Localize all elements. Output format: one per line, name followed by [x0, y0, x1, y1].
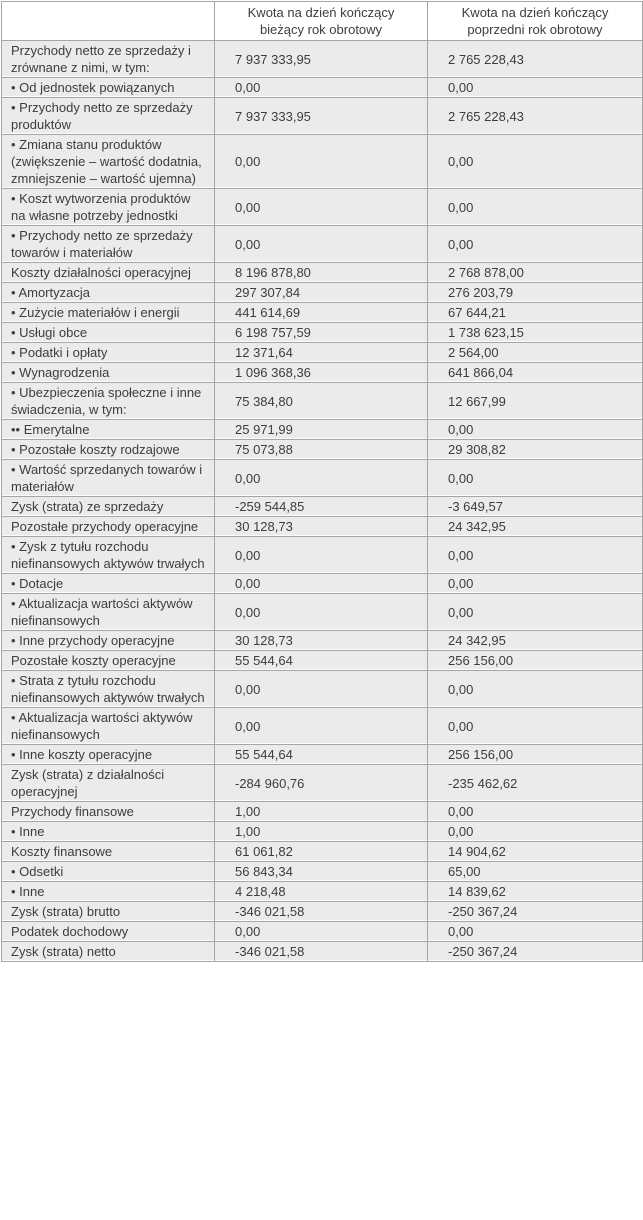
current-year-value-cell: 8 196 878,80 [215, 263, 428, 283]
previous-year-value-cell: 256 156,00 [428, 745, 643, 765]
previous-year-value-cell: 0,00 [428, 537, 643, 574]
table-row [2, 323, 643, 343]
table-row [2, 745, 643, 765]
table-row [2, 594, 643, 631]
table-row [2, 98, 643, 135]
row-label-cell: • Wynagrodzenia [2, 363, 215, 383]
previous-year-value-cell: 276 203,79 [428, 283, 643, 303]
previous-year-column-header: Kwota na dzień kończący poprzedni rok obrotowy [428, 2, 643, 41]
row-label-cell: Zysk (strata) ze sprzedaży [2, 497, 215, 517]
table-row [2, 41, 643, 78]
previous-year-value-cell: 0,00 [428, 420, 643, 440]
current-year-value-cell: 7 937 333,95 [215, 41, 428, 78]
table-row [2, 862, 643, 882]
row-label-cell: • Ubezpieczenia społeczne i inne świadczenia, w tym: [2, 383, 215, 420]
previous-year-value-cell: 0,00 [428, 226, 643, 263]
current-year-value-cell: 75 384,80 [215, 383, 428, 420]
row-label-cell: • Zmiana stanu produktów (zwiększenie – wartość dodatnia, zmniejszenie – wartość ujemna) [2, 135, 215, 189]
previous-year-value-cell: 641 866,04 [428, 363, 643, 383]
row-label-cell: •• Emerytalne [2, 420, 215, 440]
current-year-value-cell: 12 371,64 [215, 343, 428, 363]
row-label-cell: • Odsetki [2, 862, 215, 882]
row-label-cell: • Strata z tytułu rozchodu niefinansowych aktywów trwałych [2, 671, 215, 708]
previous-year-value-cell: 0,00 [428, 802, 643, 822]
row-label-cell: Przychody finansowe [2, 802, 215, 822]
previous-year-value-cell: 12 667,99 [428, 383, 643, 420]
current-year-value-cell: 7 937 333,95 [215, 98, 428, 135]
current-year-column-header: Kwota na dzień kończący bieżący rok obrotowy [215, 2, 428, 41]
table-row [2, 922, 643, 942]
table-row [2, 460, 643, 497]
row-label-cell: • Przychody netto ze sprzedaży produktów [2, 98, 215, 135]
row-label-cell: Zysk (strata) brutto [2, 902, 215, 922]
previous-year-value-cell: 0,00 [428, 671, 643, 708]
previous-year-value-cell: 0,00 [428, 922, 643, 942]
row-label-cell: Podatek dochodowy [2, 922, 215, 942]
row-label-cell: • Zysk z tytułu rozchodu niefinansowych aktywów trwałych [2, 537, 215, 574]
row-label-cell: • Dotacje [2, 574, 215, 594]
current-year-value-cell: 0,00 [215, 135, 428, 189]
current-year-value-cell: 1 096 368,36 [215, 363, 428, 383]
previous-year-value-cell: 0,00 [428, 460, 643, 497]
table-row [2, 78, 643, 98]
row-label-cell: Pozostałe przychody operacyjne [2, 517, 215, 537]
table-row [2, 574, 643, 594]
current-year-value-cell: -346 021,58 [215, 902, 428, 922]
previous-year-value-cell: 29 308,82 [428, 440, 643, 460]
previous-year-value-cell: -250 367,24 [428, 902, 643, 922]
previous-year-value-cell: 2 564,00 [428, 343, 643, 363]
previous-year-value-cell: 256 156,00 [428, 651, 643, 671]
row-label-cell: Zysk (strata) z działalności operacyjnej [2, 765, 215, 802]
previous-year-value-cell: -235 462,62 [428, 765, 643, 802]
header-row [2, 2, 643, 41]
current-year-value-cell: 75 073,88 [215, 440, 428, 460]
current-year-value-cell: -284 960,76 [215, 765, 428, 802]
previous-year-value-cell: 2 768 878,00 [428, 263, 643, 283]
table-row [2, 363, 643, 383]
current-year-value-cell: 4 218,48 [215, 882, 428, 902]
row-label-cell: • Inne [2, 882, 215, 902]
table-row [2, 497, 643, 517]
row-label-cell: • Inne przychody operacyjne [2, 631, 215, 651]
previous-year-value-cell: 0,00 [428, 189, 643, 226]
table-row [2, 942, 643, 962]
row-label-column-header [2, 2, 215, 41]
row-label-cell: Koszty działalności operacyjnej [2, 263, 215, 283]
table-row [2, 189, 643, 226]
current-year-value-cell: 0,00 [215, 708, 428, 745]
previous-year-value-cell: 2 765 228,43 [428, 41, 643, 78]
row-label-cell: • Usługi obce [2, 323, 215, 343]
table-row [2, 631, 643, 651]
table-row [2, 765, 643, 802]
row-label-cell: • Inne [2, 822, 215, 842]
current-year-value-cell: 0,00 [215, 537, 428, 574]
table-row [2, 802, 643, 822]
current-year-value-cell: 30 128,73 [215, 517, 428, 537]
current-year-value-cell: 0,00 [215, 78, 428, 98]
table-row [2, 420, 643, 440]
table-row [2, 263, 643, 283]
table-row [2, 708, 643, 745]
table-row [2, 283, 643, 303]
current-year-value-cell: 0,00 [215, 574, 428, 594]
table-row [2, 303, 643, 323]
table-row [2, 822, 643, 842]
row-label-cell: Pozostałe koszty operacyjne [2, 651, 215, 671]
table-row [2, 651, 643, 671]
previous-year-value-cell: 14 839,62 [428, 882, 643, 902]
row-label-cell: • Aktualizacja wartości aktywów niefinansowych [2, 594, 215, 631]
current-year-value-cell: 6 198 757,59 [215, 323, 428, 343]
table-row [2, 440, 643, 460]
previous-year-value-cell: 0,00 [428, 78, 643, 98]
previous-year-value-cell: 14 904,62 [428, 842, 643, 862]
current-year-value-cell: 30 128,73 [215, 631, 428, 651]
previous-year-value-cell: 67 644,21 [428, 303, 643, 323]
row-label-cell: • Inne koszty operacyjne [2, 745, 215, 765]
row-label-cell: • Pozostałe koszty rodzajowe [2, 440, 215, 460]
table-row [2, 343, 643, 363]
previous-year-value-cell: 24 342,95 [428, 517, 643, 537]
table-row [2, 135, 643, 189]
table-row [2, 383, 643, 420]
previous-year-value-cell: 0,00 [428, 822, 643, 842]
previous-year-value-cell: 2 765 228,43 [428, 98, 643, 135]
previous-year-value-cell: 0,00 [428, 594, 643, 631]
row-label-cell: Zysk (strata) netto [2, 942, 215, 962]
previous-year-value-cell: 0,00 [428, 708, 643, 745]
previous-year-value-cell: 0,00 [428, 135, 643, 189]
row-label-cell: • Aktualizacja wartości aktywów niefinansowych [2, 708, 215, 745]
table-row [2, 226, 643, 263]
row-label-cell: • Koszt wytworzenia produktów na własne potrzeby jednostki [2, 189, 215, 226]
row-label-cell: • Od jednostek powiązanych [2, 78, 215, 98]
row-label-cell: • Przychody netto ze sprzedaży towarów i materiałów [2, 226, 215, 263]
current-year-value-cell: 25 971,99 [215, 420, 428, 440]
previous-year-value-cell: 65,00 [428, 862, 643, 882]
current-year-value-cell: 297 307,84 [215, 283, 428, 303]
row-label-cell: • Podatki i opłaty [2, 343, 215, 363]
current-year-value-cell: 55 544,64 [215, 745, 428, 765]
row-label-cell: • Amortyzacja [2, 283, 215, 303]
current-year-value-cell: 1,00 [215, 802, 428, 822]
table-row [2, 842, 643, 862]
table-body [2, 41, 643, 962]
previous-year-value-cell: 1 738 623,15 [428, 323, 643, 343]
current-year-value-cell: 441 614,69 [215, 303, 428, 323]
table-header [2, 2, 643, 41]
table-row [2, 517, 643, 537]
table-row [2, 671, 643, 708]
row-label-cell: Koszty finansowe [2, 842, 215, 862]
table-row [2, 537, 643, 574]
table-row [2, 902, 643, 922]
current-year-value-cell: 1,00 [215, 822, 428, 842]
row-label-cell: • Wartość sprzedanych towarów i materiałów [2, 460, 215, 497]
current-year-value-cell: 55 544,64 [215, 651, 428, 671]
current-year-value-cell: 56 843,34 [215, 862, 428, 882]
current-year-value-cell: 0,00 [215, 460, 428, 497]
income-statement-table [1, 1, 643, 962]
current-year-value-cell: -346 021,58 [215, 942, 428, 962]
row-label-cell: • Zużycie materiałów i energii [2, 303, 215, 323]
table-row [2, 882, 643, 902]
current-year-value-cell: 0,00 [215, 594, 428, 631]
previous-year-value-cell: 0,00 [428, 574, 643, 594]
row-label-cell: Przychody netto ze sprzedaży i zrównane z nimi, w tym: [2, 41, 215, 78]
previous-year-value-cell: -250 367,24 [428, 942, 643, 962]
previous-year-value-cell: 24 342,95 [428, 631, 643, 651]
current-year-value-cell: 61 061,82 [215, 842, 428, 862]
current-year-value-cell: -259 544,85 [215, 497, 428, 517]
current-year-value-cell: 0,00 [215, 226, 428, 263]
previous-year-value-cell: -3 649,57 [428, 497, 643, 517]
current-year-value-cell: 0,00 [215, 189, 428, 226]
current-year-value-cell: 0,00 [215, 922, 428, 942]
current-year-value-cell: 0,00 [215, 671, 428, 708]
